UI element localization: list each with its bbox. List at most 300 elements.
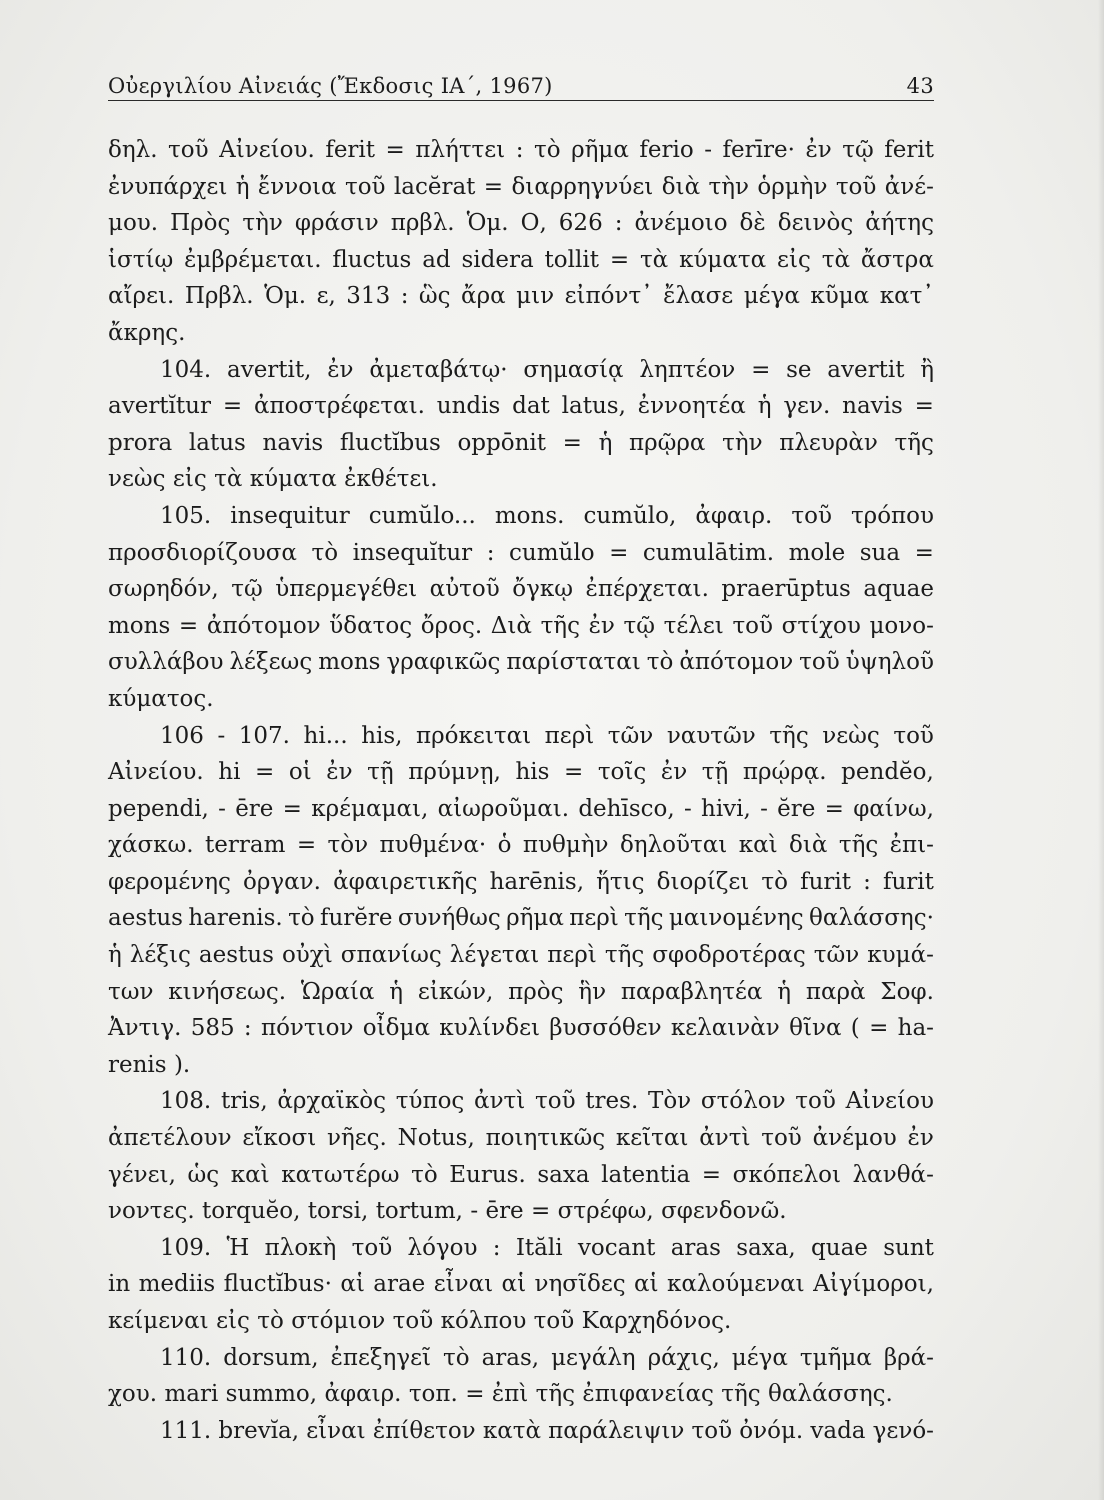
word: navis: [262, 429, 324, 456]
word: mari: [164, 1381, 219, 1408]
word: εἰς: [777, 246, 811, 273]
word: γένει,: [108, 1161, 176, 1188]
word: Ὡραία: [300, 978, 375, 1005]
word: σκόπελοι: [732, 1161, 842, 1188]
word: :: [863, 868, 871, 895]
word: τέλει: [663, 612, 724, 639]
word: τῆς: [769, 722, 809, 749]
word: τοῦ: [835, 173, 877, 200]
word: mons.: [494, 502, 565, 529]
text-line: [108, 169, 934, 206]
word: τοῦ: [344, 173, 386, 200]
word: ἡ: [235, 173, 250, 200]
word: οἱ: [288, 759, 312, 786]
word: ρῆμα: [571, 137, 629, 163]
word: Αἰγίμοροι,: [813, 1271, 934, 1298]
word: τμῆμα: [799, 1344, 872, 1371]
word: ἡ: [757, 393, 772, 420]
word: τῇ: [701, 759, 729, 786]
word: ἀφαιρ.: [695, 502, 773, 529]
word: ὣς: [418, 283, 451, 310]
word: ἀπότομον: [206, 612, 321, 639]
word: =: [609, 539, 629, 566]
word: vocant: [577, 1234, 656, 1261]
word: δηλοῦται: [619, 832, 728, 859]
text-line: [108, 1266, 934, 1303]
scan-edge-shadow: [1098, 0, 1104, 1500]
text-line: [108, 1376, 934, 1413]
word: Αἰνείου.: [219, 137, 315, 163]
word: tortum,: [375, 1198, 463, 1225]
text-line: [108, 1340, 934, 1377]
word: περὶ: [544, 722, 595, 749]
word: τῆς: [604, 942, 645, 969]
word: κατὰ: [482, 1417, 541, 1444]
word: Αἰνείου: [845, 1088, 934, 1115]
text-line: [108, 791, 934, 828]
word: λέγεται: [449, 942, 540, 969]
word: 110.: [160, 1344, 212, 1371]
word: διαρρηγνύει: [511, 173, 654, 200]
word: ἐκθέτει.: [344, 466, 438, 493]
word: ferīre·: [722, 137, 795, 163]
word: στόμιον: [291, 1308, 386, 1334]
word: Ὁμ.: [466, 210, 509, 237]
word: πρὸς: [508, 978, 564, 1005]
text-line: [108, 937, 934, 974]
word: lacĕrat: [393, 173, 476, 200]
word: λέξις: [129, 942, 191, 969]
word: Ὁμ.: [264, 283, 307, 310]
word: Ο,: [520, 210, 547, 237]
word: ἐμβρέμεται.: [184, 246, 322, 273]
word: -: [217, 722, 226, 749]
word: εἰς: [216, 1308, 250, 1334]
word: αἱ: [340, 1271, 365, 1298]
word: saxa: [537, 1161, 590, 1188]
word: πλήττει: [415, 137, 506, 163]
word: aestus: [198, 942, 274, 969]
word: harenis.: [188, 905, 283, 932]
word: τοῦ: [761, 1125, 802, 1152]
word: arae: [373, 1271, 426, 1298]
word: τὸ: [311, 539, 339, 566]
word: aestus: [108, 905, 183, 932]
text-line: [108, 1230, 934, 1267]
word: πρῴρᾳ.: [742, 759, 827, 786]
word: ὁρμὴν: [757, 173, 828, 200]
word: ἐν: [660, 759, 688, 786]
word: 108.: [160, 1088, 212, 1115]
word: δηλ.: [108, 137, 158, 163]
word: latus,: [561, 393, 626, 420]
text-line: [108, 571, 934, 608]
word: mole: [788, 539, 846, 566]
word: λανθά-: [852, 1161, 934, 1188]
word: κύματα: [679, 246, 767, 273]
running-title: Οὐεργιλίου Αἰνειάς (Ἔκδοσις ΙΑ΄, 1967): [108, 74, 553, 98]
word: ἡ: [389, 978, 404, 1005]
word: ἀνέμου: [812, 1125, 897, 1152]
text-line: [108, 754, 934, 791]
word: πόντιον: [260, 1015, 354, 1042]
word: avertit: [827, 356, 905, 383]
text-line: [108, 718, 934, 755]
text-line: [108, 461, 934, 498]
word: τοῦ: [893, 722, 934, 749]
word: ἀποστρέφεται.: [253, 393, 425, 420]
text-line: [108, 681, 934, 718]
word: ὑπερμεγέθει: [275, 576, 418, 603]
word: ēre: [485, 1198, 524, 1225]
word: ὑψηλοῦ: [845, 649, 934, 676]
word: terram: [205, 832, 286, 859]
text-line: [108, 608, 934, 645]
word: ἢ: [920, 356, 934, 383]
text-line: [108, 1303, 934, 1340]
word: κείμεναι: [108, 1308, 209, 1334]
word: τὸ: [257, 1308, 284, 1334]
running-header: [108, 64, 934, 98]
word: ferio: [639, 137, 694, 163]
word: τοῦ: [799, 649, 840, 676]
word: καὶ: [230, 1161, 270, 1188]
word: 107.: [238, 722, 290, 749]
word: Ἡ: [226, 1234, 250, 1261]
word: τοῦ: [732, 612, 773, 639]
word: ληπτέον: [639, 356, 736, 383]
word: ἀήτης: [865, 210, 934, 237]
word: hi...: [303, 722, 348, 749]
word: τῶν: [813, 942, 860, 969]
word: ferit: [884, 137, 934, 163]
text-line: [108, 425, 934, 462]
word: συνήθως: [397, 905, 501, 932]
word: ἐπὶ: [491, 1381, 529, 1408]
word: his,: [361, 722, 403, 749]
word: Ităli: [515, 1234, 563, 1261]
word: mediis: [138, 1271, 216, 1298]
word: αἰωροῦμαι.: [437, 795, 570, 822]
word: Αἰνείου.: [108, 759, 204, 786]
text-line: [108, 900, 934, 937]
word: navis: [842, 393, 903, 420]
word: τὸ: [288, 905, 315, 932]
word: σπανίως: [340, 942, 442, 969]
word: ἄστρα: [860, 246, 934, 273]
word: τῆς: [535, 1381, 576, 1408]
word: 585: [190, 1015, 235, 1042]
word: Καρχηδόνος.: [581, 1308, 732, 1334]
word: :: [486, 539, 495, 566]
word: παράλειψιν: [548, 1417, 685, 1444]
word: φράσιν: [294, 210, 379, 237]
word: βυσσόθεν: [549, 1015, 662, 1042]
word: γραφικῶς: [386, 649, 501, 676]
word: περὶ: [547, 942, 597, 969]
word: νοντες.: [108, 1198, 195, 1225]
word: τὰ: [639, 246, 669, 273]
word: ἡ: [598, 429, 613, 456]
word: furĕre: [319, 905, 393, 932]
word: vada: [810, 1417, 866, 1444]
word: Ἀντιγ.: [108, 1015, 182, 1042]
word: sidera: [461, 246, 534, 273]
word: ἥτις: [596, 868, 645, 895]
word: μιν: [516, 283, 555, 310]
word: fluctĭbus: [339, 429, 441, 456]
word: =: [609, 246, 630, 273]
word: θαλάσσης·: [809, 905, 934, 932]
word: =: [296, 832, 317, 859]
word: τῆς: [894, 429, 934, 456]
text-line: [108, 498, 934, 535]
word: latus: [188, 429, 246, 456]
page-number: 43: [906, 74, 934, 98]
word: ἐν: [327, 356, 354, 383]
word: sunt: [883, 1234, 934, 1261]
word: -: [704, 137, 712, 163]
word: =: [824, 795, 844, 822]
word: θαλάσσης.: [767, 1381, 893, 1408]
word: τὸν: [327, 832, 369, 859]
text-line: [108, 1413, 934, 1450]
word: cumŭlo,: [583, 502, 677, 529]
word: ἐπιφανείας: [582, 1381, 714, 1408]
word: -: [218, 795, 226, 822]
word: μέγα: [743, 283, 800, 310]
word: τὸ: [646, 649, 674, 676]
word: τοῦ: [392, 1308, 434, 1334]
word: μου.: [108, 210, 159, 237]
word: φαίνω,: [853, 795, 934, 822]
word: εἶναι: [433, 1271, 494, 1298]
word: λέξεως: [229, 649, 313, 676]
word: στρέφω,: [557, 1198, 654, 1225]
word: πλοκὴ: [264, 1234, 337, 1261]
word: τύπος: [395, 1088, 465, 1115]
header-rule: [108, 100, 934, 101]
word: ράχις,: [647, 1344, 720, 1371]
word: avertit,: [226, 356, 312, 383]
word: mons: [108, 612, 171, 639]
word: κελαινὰν: [670, 1015, 780, 1042]
word: ἔλασε: [663, 283, 734, 310]
word: ἐν: [326, 759, 353, 786]
word: =: [531, 1198, 551, 1225]
word: ὁ: [497, 832, 512, 859]
word: ὕδατος: [329, 612, 413, 639]
word: τοῦ: [168, 137, 209, 163]
word: ἡ: [108, 942, 122, 969]
word: πρῷρα: [629, 429, 706, 456]
word: τῷ: [842, 137, 874, 163]
word: εἰκών,: [417, 978, 494, 1005]
word: παραβλητέα: [620, 978, 763, 1005]
word: =: [701, 1161, 722, 1188]
word: τὴν: [722, 429, 763, 456]
word: θῖνα: [789, 1015, 842, 1042]
word: πρύμνῃ,: [408, 759, 501, 786]
word: τοπ.: [408, 1381, 458, 1408]
word: insequitur: [230, 502, 350, 529]
word: prora: [108, 429, 173, 456]
word: σφενδονῶ.: [661, 1198, 787, 1225]
word: =: [254, 759, 275, 786]
word: κῦμα: [810, 283, 870, 310]
word: 105.: [160, 502, 212, 529]
word: :: [243, 1015, 252, 1042]
word: τὸ: [411, 1161, 438, 1188]
word: ἀφαιρ.: [324, 1381, 402, 1408]
word: τοῦ: [795, 1088, 836, 1115]
word: Πρὸς: [170, 210, 231, 237]
word: tres.: [585, 1088, 639, 1115]
word: πλευρὰν: [779, 429, 878, 456]
word: εἰς: [172, 466, 207, 493]
word: μεγάλη: [551, 1344, 636, 1371]
word: undis: [436, 393, 501, 420]
word: mons: [318, 649, 381, 676]
word: προσδιορίζουσα: [108, 539, 297, 566]
word: -: [760, 795, 768, 822]
word: νησῖδες: [534, 1271, 626, 1298]
text-line: [108, 644, 934, 681]
word: κύματος.: [108, 685, 214, 712]
word: Eurus.: [449, 1161, 526, 1188]
word: ἄρα: [461, 283, 506, 310]
word: 626: [558, 210, 603, 237]
word: τὰ: [821, 246, 850, 273]
word: τῶν: [607, 722, 654, 749]
word: ferit: [325, 137, 376, 163]
word: ρῆμα: [506, 905, 564, 932]
word: νῆες.: [327, 1125, 387, 1152]
word: cumŭlo...: [368, 502, 476, 529]
word: τῆς: [721, 1381, 761, 1408]
word: 104.: [160, 356, 212, 383]
word: τὸ: [443, 1344, 470, 1371]
word: ἐννοητέα: [637, 393, 746, 420]
word: harēnis,: [489, 868, 585, 895]
word: praerūptus: [721, 576, 851, 603]
word: κρέμαμαι,: [311, 795, 429, 822]
word: aquae: [863, 576, 934, 603]
word: μέγα: [731, 1344, 788, 1371]
word: τοῦ: [691, 1417, 733, 1444]
word: παρὰ: [805, 978, 866, 1005]
word: insequĭtur: [352, 539, 473, 566]
word: οἶδμα: [362, 1015, 430, 1042]
word: ἱστίῳ: [108, 246, 174, 273]
word: Notus,: [397, 1125, 475, 1152]
word: δεινὸς: [777, 210, 854, 237]
word: tollit: [544, 246, 599, 273]
word: :: [492, 1234, 501, 1261]
word: torsi,: [307, 1198, 369, 1225]
word: τοῦ: [791, 502, 832, 529]
word: se: [786, 356, 812, 383]
word: αἱ: [634, 1271, 659, 1298]
word: διορίζει: [656, 868, 750, 895]
word: =: [914, 393, 934, 420]
text-line: [108, 315, 934, 352]
text-line: [108, 1083, 934, 1120]
word: =: [869, 1015, 889, 1042]
word: τῷ: [623, 612, 656, 639]
word: αἱ: [501, 1271, 527, 1298]
word: =: [562, 429, 582, 456]
word: στίχου: [781, 612, 861, 639]
word: τὴν: [242, 210, 283, 237]
word: συλλάβου: [108, 649, 224, 676]
word: hivi,: [701, 795, 751, 822]
word: avertĭtur: [108, 393, 211, 420]
text-line: [108, 132, 934, 169]
word: ὀργαν.: [243, 868, 321, 895]
word: αὐτοῦ: [429, 576, 500, 603]
word: cumulātim.: [642, 539, 775, 566]
word: renis: [108, 1051, 167, 1078]
word: πρόκειται: [416, 722, 532, 749]
word: ἐν: [805, 137, 832, 163]
word: γεν.: [783, 393, 831, 420]
word: ε,: [316, 283, 336, 310]
text-line: [108, 1120, 934, 1157]
word: ἡ: [777, 978, 792, 1005]
word: ἐν: [588, 612, 615, 639]
word: ἐπίθετον: [372, 1417, 476, 1444]
word: ἐπέρχεται.: [585, 576, 709, 603]
word: γενό-: [872, 1417, 934, 1444]
word: dat: [512, 393, 550, 420]
word: τῆς: [838, 832, 879, 859]
word: ἀρχαϊκὸς: [277, 1088, 387, 1115]
word: ad: [422, 246, 451, 273]
text-line: [108, 1193, 934, 1230]
word: Σοφ.: [880, 978, 934, 1005]
word: πυθμὴν: [522, 832, 609, 859]
word: κυλίνδει: [439, 1015, 540, 1042]
word: aras: [670, 1234, 721, 1261]
commentary-text: [108, 132, 934, 1449]
word: ἐπι-: [889, 832, 934, 859]
word: hi: [218, 759, 241, 786]
word: τρόπου: [850, 502, 934, 529]
word: saxa,: [736, 1234, 796, 1261]
word: =: [465, 1381, 485, 1408]
word: μονο-: [869, 612, 934, 639]
word: -: [470, 1198, 479, 1225]
word: διὰ: [661, 173, 701, 200]
word: 109.: [160, 1234, 212, 1261]
word: χου.: [108, 1381, 158, 1408]
word: τῇ: [367, 759, 394, 786]
word: των: [108, 978, 154, 1005]
word: σφοδροτέρας: [652, 942, 806, 969]
word: εἰπόντ᾽: [564, 283, 653, 310]
text-line: [108, 1010, 934, 1047]
text-line: [108, 864, 934, 901]
text-line: [108, 388, 934, 425]
text-line: [108, 242, 934, 279]
word: ἔννοια: [257, 173, 337, 200]
word: torquĕo,: [202, 1198, 301, 1225]
word: βρά-: [883, 1344, 934, 1371]
word: dorsum,: [223, 1344, 319, 1371]
word: τῷ: [231, 576, 263, 603]
word: χάσκω.: [108, 832, 194, 859]
